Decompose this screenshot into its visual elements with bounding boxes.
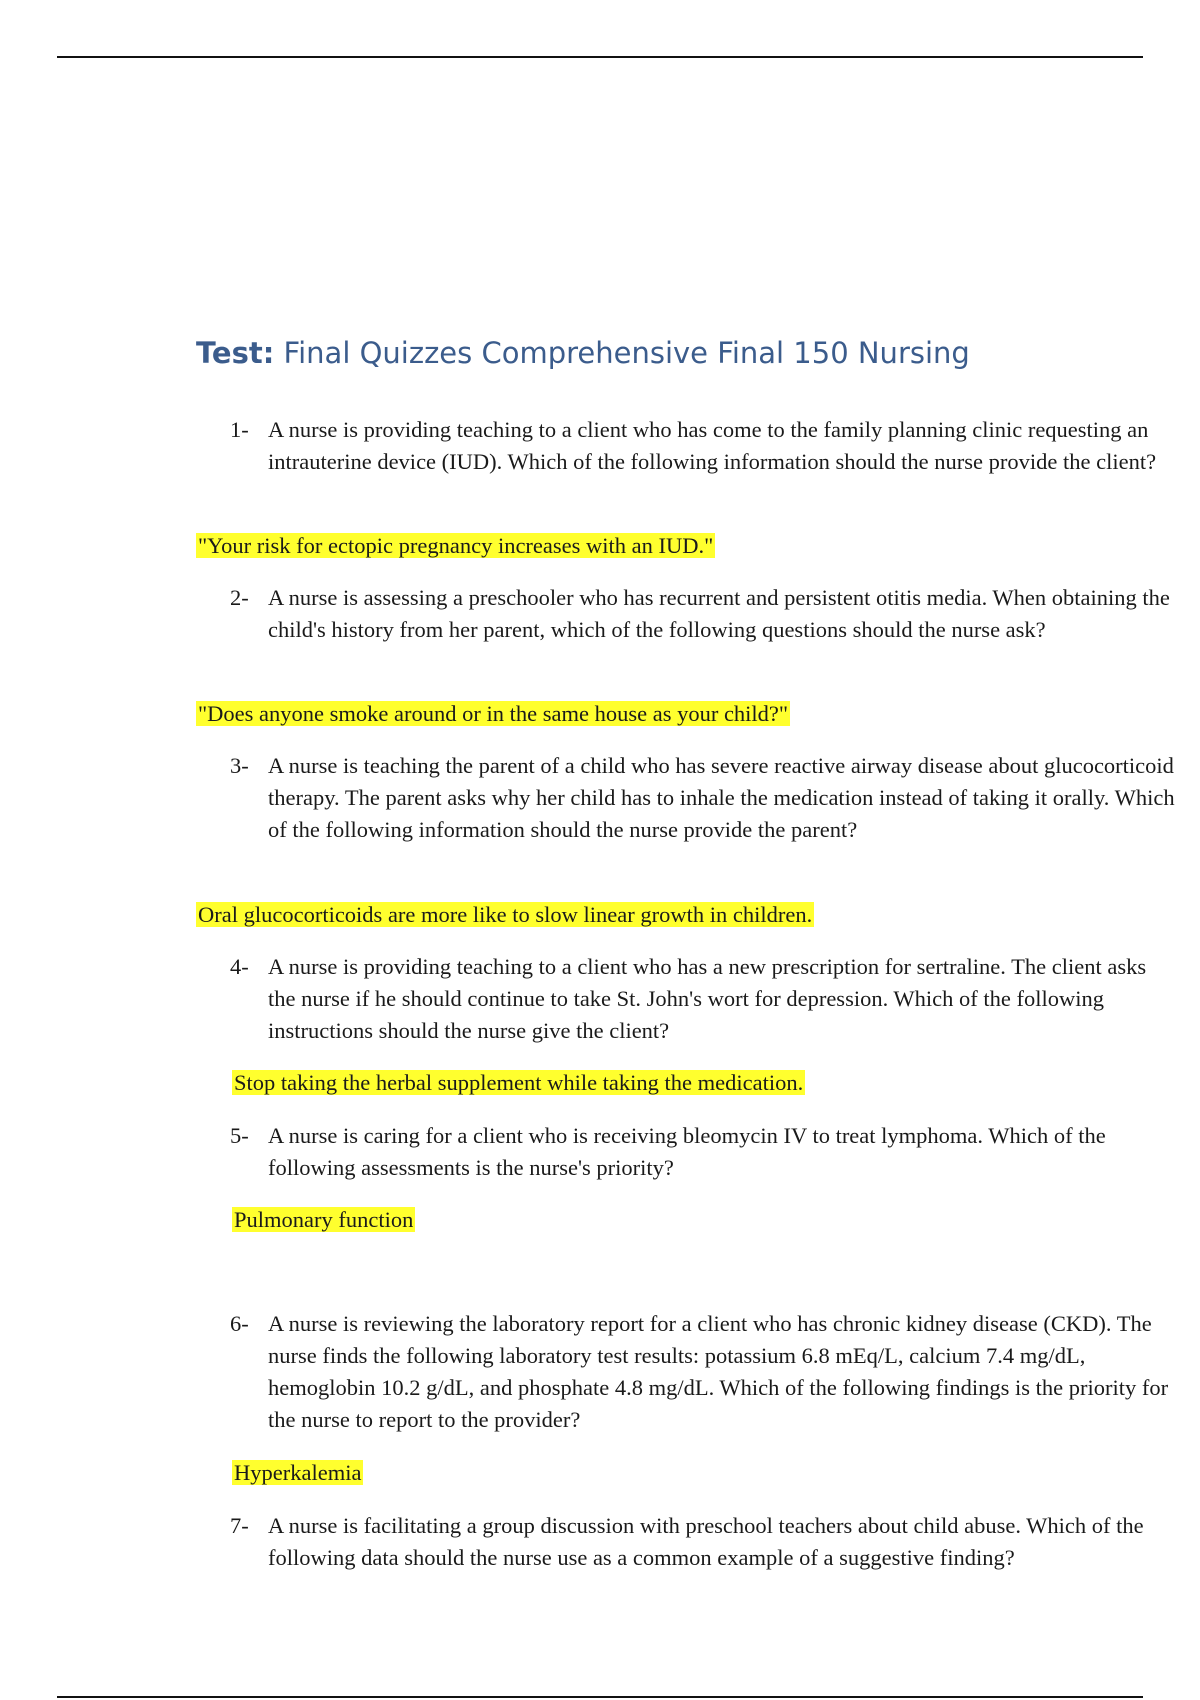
question-text: A nurse is teaching the parent of a child who has severe reactive airway disease about glucocorticoid therapy. The parent asks why her child has to inhale the medication instead of taking it orally. Which of the following information should the nurse provide the parent? <box>268 753 1175 842</box>
question-number: 4- <box>230 954 249 979</box>
answer-highlight: Oral glucocorticoids are more like to slow linear growth in children. <box>198 902 813 927</box>
title-prefix: Test: <box>196 336 275 370</box>
question-number: 6- <box>230 1311 249 1336</box>
answer-2 <box>196 699 790 729</box>
question-number: 5- <box>230 1123 249 1148</box>
question-text: A nurse is caring for a client who is receiving bleomycin IV to treat lymphoma. Which of the following assessments is the nurse's priority? <box>268 1123 1106 1180</box>
page-title <box>196 336 970 370</box>
question-text: A nurse is assessing a preschooler who has recurrent and persistent otitis media. When obtaining the child's history from her parent, which of the following questions should the nurse ask? <box>268 585 1170 642</box>
title-text: Final Quizzes Comprehensive Final 150 Nursing <box>274 336 970 370</box>
question-7 <box>230 1510 1178 1574</box>
answer-highlight: Hyperkalemia <box>234 1460 362 1485</box>
answer-1 <box>196 531 715 561</box>
question-number: 1- <box>230 417 249 442</box>
answer-highlight: Pulmonary function <box>234 1207 414 1232</box>
question-text: A nurse is providing teaching to a client who has a new prescription for sertraline. The client asks the nurse if he should continue to take St. John's wort for depression. Which of the following instructions should the nurse give the client? <box>268 954 1147 1043</box>
top-rule <box>57 56 1143 58</box>
answer-highlight: "Your risk for ectopic pregnancy increases with an IUD." <box>198 533 714 558</box>
answer-6 <box>232 1458 363 1488</box>
question-number: 2- <box>230 585 249 610</box>
bottom-rule <box>57 1696 1143 1698</box>
question-6 <box>230 1308 1178 1436</box>
question-number: 3- <box>230 753 249 778</box>
question-3 <box>230 750 1178 846</box>
question-number: 7- <box>230 1513 249 1538</box>
answer-highlight: "Does anyone smoke around or in the same house as your child?" <box>198 701 789 726</box>
answer-highlight: Stop taking the herbal supplement while taking the medication. <box>234 1070 804 1095</box>
question-text: A nurse is providing teaching to a client who has come to the family planning clinic requesting an intrauterine device (IUD). Which of the following information should the nurse provide the client? <box>268 417 1157 474</box>
question-text: A nurse is facilitating a group discussion with preschool teachers about child abuse. Which of the following data should the nurse use as a common example of a suggestive finding? <box>268 1513 1144 1570</box>
question-text: A nurse is reviewing the laboratory report for a client who has chronic kidney disease (CKD). The nurse finds the following laboratory test results: potassium 6.8 mEq/L, calcium 7.4 mg/dL, hemoglobin 10.2 g/dL, and phosphate 4.8 mg/dL. Which of the following findings is the priority for the nurse to report to the provider? <box>268 1311 1169 1432</box>
answer-5 <box>232 1205 415 1235</box>
answer-4 <box>232 1068 805 1098</box>
question-4 <box>230 951 1178 1047</box>
question-2 <box>230 582 1178 646</box>
question-1 <box>230 414 1178 478</box>
question-5 <box>230 1120 1178 1184</box>
answer-3 <box>196 900 814 930</box>
